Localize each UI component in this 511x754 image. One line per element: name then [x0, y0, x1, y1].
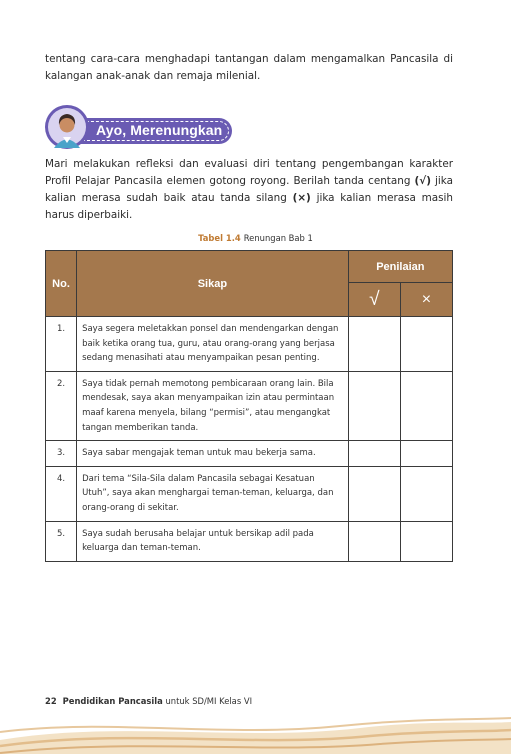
reflection-text-2: jika kalian merasa sudah baik atau tanda silang [45, 175, 454, 204]
row-statement: Saya segera meletakkan ponsel dan mendengarkan dengan baik ketika orang tua, guru, atau orang-orang yang berjasa sedang menasihati atau menyampaikan pesan penting. [77, 317, 349, 372]
table-row [46, 521, 453, 561]
cross-symbol: (×) [292, 192, 311, 204]
row-statement: Saya tidak pernah memotong pembicaraan orang lain. Bila mendesak, saya akan menyampaikan izin atau permintaan maaf karena menyela, bilang “permisi”, atau mengangkat tangan memberikan tanda. [77, 371, 349, 440]
reflection-banner [44, 104, 239, 150]
student-avatar-icon [44, 104, 90, 150]
cross-cell[interactable] [400, 441, 452, 467]
decorative-waves [0, 712, 511, 754]
page-number: 22 [45, 696, 57, 706]
check-cell[interactable] [348, 466, 400, 521]
check-cell[interactable] [348, 317, 400, 372]
check-cell[interactable] [348, 371, 400, 440]
table-row [46, 371, 453, 440]
cross-cell[interactable] [400, 521, 452, 561]
reflection-table [45, 250, 453, 562]
table-row [46, 466, 453, 521]
header-cross: × [400, 283, 452, 317]
reflection-text-3: jika kalian merasa masih harus diperbaiki. [45, 192, 453, 221]
book-subtitle: untuk SD/MI Kelas VI [165, 696, 253, 706]
table-row [46, 441, 453, 467]
cross-cell[interactable] [400, 371, 452, 440]
row-number: 4. [46, 466, 77, 521]
banner-title: Ayo, Merenungkan [96, 122, 223, 138]
cross-cell[interactable] [400, 466, 452, 521]
row-statement: Dari tema “Sila-Sila dalam Pancasila sebagai Kesatuan Utuh”, saya akan menghargai teman-teman, keluarga, dan orang-orang di sekitar. [77, 466, 349, 521]
check-cell[interactable] [348, 521, 400, 561]
header-sikap: Sikap [77, 251, 349, 317]
caption-title: Renungan Bab 1 [243, 233, 313, 243]
header-check: √ [348, 283, 400, 317]
row-number: 1. [46, 317, 77, 372]
intro-paragraph: tentang cara-cara menghadapi tantangan dalam mengamalkan Pancasila di kalangan anak-anak dan remaja milenial. [45, 53, 453, 82]
header-penilaian: Penilaian [348, 251, 452, 283]
row-statement: Saya sabar mengajak teman untuk mau bekerja sama. [77, 441, 349, 467]
reflection-text-1: Mari melakukan refleksi dan evaluasi diri tentang pengembangan karakter Profil Pelajar Pancasila elemen gotong royong. Berilah tanda centang [45, 158, 453, 187]
cross-cell[interactable] [400, 317, 452, 372]
reflection-paragraph [45, 156, 453, 224]
header-no: No. [46, 251, 77, 317]
check-cell[interactable] [348, 441, 400, 467]
row-number: 2. [46, 371, 77, 440]
row-number: 3. [46, 441, 77, 467]
book-title: Pendidikan Pancasila [62, 696, 163, 706]
row-statement: Saya sudah berusaha belajar untuk bersikap adil pada keluarga dan teman-teman. [77, 521, 349, 561]
caption-number: Tabel 1.4 [198, 233, 241, 243]
table-caption [0, 233, 511, 243]
table-row [46, 317, 453, 372]
check-symbol: (√) [414, 175, 431, 187]
page-footer [45, 696, 252, 706]
row-number: 5. [46, 521, 77, 561]
